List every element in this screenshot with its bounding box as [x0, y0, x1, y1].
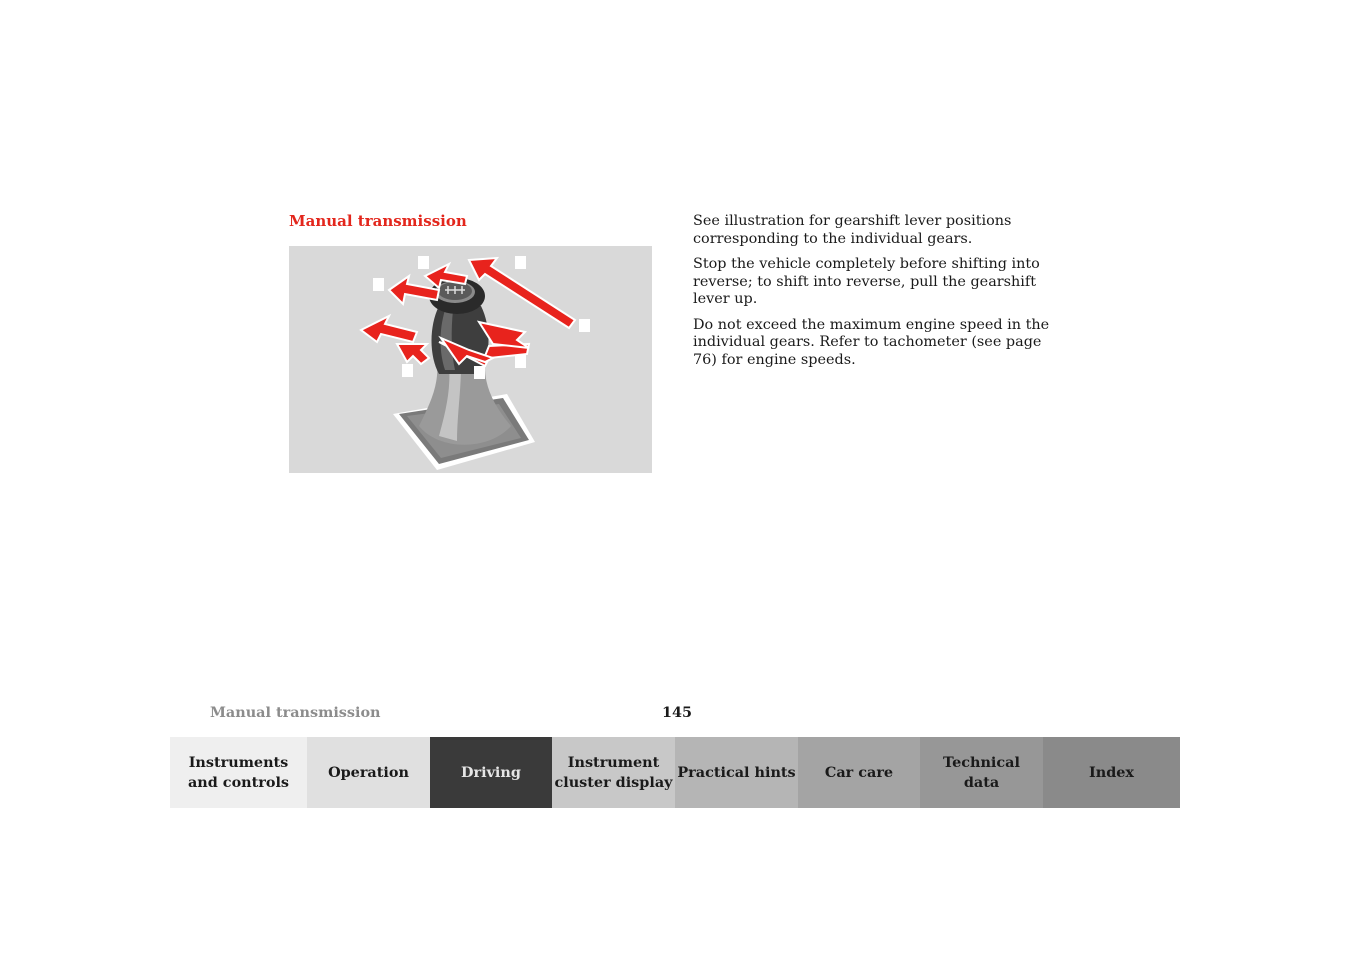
- body-text: [693, 213, 1065, 377]
- gearshift-lever-icon: [289, 246, 652, 473]
- page-number: 145: [662, 704, 693, 721]
- tab-driving[interactable]: Driving: [430, 737, 552, 808]
- tab-practical-hints[interactable]: Practical hints: [675, 737, 798, 808]
- section-title: Manual transmission: [289, 212, 467, 230]
- paragraph-reverse: Stop the vehicle completely before shifting into reverse; to shift into reverse, pull the gearshift lever up.: [693, 256, 1040, 307]
- gearshift-illustration: [289, 246, 652, 473]
- tab-instrument-cluster-display[interactable]: Instrument cluster display: [552, 737, 675, 808]
- tab-car-care[interactable]: Car care: [798, 737, 920, 808]
- tab-index[interactable]: Index: [1043, 737, 1180, 808]
- tab-instruments-and-controls[interactable]: Instruments and controls: [170, 737, 307, 808]
- paragraph-gear-positions: See illustration for gearshift lever positions corresponding to the individual gears.: [693, 213, 1012, 247]
- tab-technical-data[interactable]: Technical data: [920, 737, 1043, 808]
- tab-operation[interactable]: Operation: [307, 737, 430, 808]
- chapter-navigation: [170, 737, 1180, 808]
- paragraph-engine-speed: Do not exceed the maximum engine speed in the individual gears. Refer to tachometer (see page 76) for engine speeds.: [693, 316, 1050, 368]
- footer-section-label: Manual transmission: [210, 704, 381, 721]
